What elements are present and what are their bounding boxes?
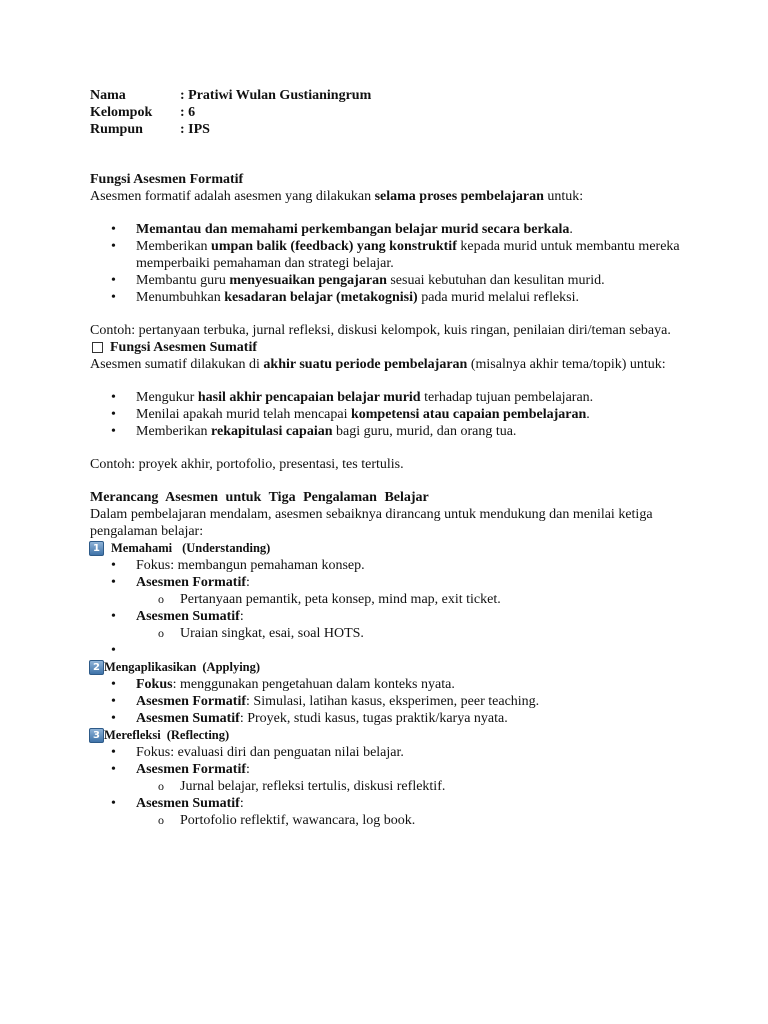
mengaplikasikan-term: Mengaplikasikan: [104, 660, 197, 674]
sumatif-list: [90, 389, 690, 440]
memahami-term: Memahami: [111, 541, 173, 555]
merefleksi-term: Merefleksi: [104, 728, 161, 742]
list-item: • Memantau dan memahami perkembangan belajar murid secara berkala.: [90, 221, 690, 238]
merancang-intro: Dalam pembelajaran mendalam, asesmen sebaiknya dirancang untuk mendukung dan menilai ketiga pengalaman belajar:: [90, 507, 653, 539]
memahami-formatif-sublist: [136, 591, 690, 608]
list-item: o Pertanyaan pemantik, peta konsep, mind map, exit ticket.: [90, 591, 690, 608]
list-item: • Asesmen Sumatif: o Uraian singkat, esai, soal HOTS.: [90, 608, 690, 642]
list-item: • Asesmen Sumatif: o Portofolio reflektif, wawancara, log book.: [90, 795, 690, 829]
memahami-list: [90, 557, 690, 659]
kelompok-value: : 6: [180, 105, 196, 120]
list-item: • Asesmen Formatif: o Jurnal belajar, refleksi tertulis, diskusi reflektif.: [90, 761, 690, 795]
checkbox-icon: [92, 342, 103, 353]
sumatif-contoh: Contoh: proyek akhir, portofolio, presentasi, tes tertulis.: [90, 457, 404, 472]
memahami-heading: [89, 540, 690, 557]
list-item: • Asesmen Sumatif: Proyek, studi kasus, tugas praktik/karya nyata.: [90, 710, 690, 727]
memahami-sumatif-sublist: [136, 625, 690, 642]
list-item: • Fokus: membangun pemahaman konsep.: [90, 557, 690, 574]
list-item: • Fokus: menggunakan pengetahuan dalam konteks nyata.: [90, 676, 690, 693]
list-item: • Asesmen Formatif: o Pertanyaan pemantik, peta konsep, mind map, exit ticket.: [90, 574, 690, 608]
merancang-title: Merancang Asesmen untuk Tiga Pengalaman Belajar: [90, 490, 429, 505]
rumpun-value: : IPS: [180, 122, 210, 137]
sumatif-intro: Asesmen sumatif dilakukan di akhir suatu periode pembelajaran (misalnya akhir tema/topik) untuk:: [90, 357, 666, 372]
kelompok-label: Kelompok: [90, 105, 153, 120]
merefleksi-sumatif-sublist: [136, 812, 690, 829]
sumatif-title: Fungsi Asesmen Sumatif: [110, 340, 258, 355]
number-two-icon: 2: [89, 660, 104, 675]
info-rumpun: [90, 121, 690, 138]
list-item: o Jurnal belajar, refleksi tertulis, diskusi reflektif.: [90, 778, 690, 795]
mengaplikasikan-list: [90, 676, 690, 727]
info-kelompok: [90, 104, 690, 121]
list-item: • Membantu guru menyesuaikan pengajaran sesuai kebutuhan dan kesulitan murid.: [90, 272, 690, 289]
document-content: [90, 87, 690, 829]
nama-value: : Pratiwi Wulan Gustianingrum: [180, 88, 372, 103]
list-item: o Uraian singkat, esai, soal HOTS.: [90, 625, 690, 642]
merefleksi-eng: (Reflecting): [166, 728, 230, 742]
number-one-icon: 1: [89, 541, 104, 556]
number-three-icon: 3: [89, 728, 104, 743]
nama-label: Nama: [90, 88, 126, 103]
mengaplikasikan-eng: (Applying): [202, 660, 261, 674]
empty-list-item: [90, 642, 690, 659]
formatif-contoh: Contoh: pertanyaan terbuka, jurnal refleksi, diskusi kelompok, kuis ringan, penilaian diri/teman sebaya.: [90, 323, 671, 338]
merefleksi-list: [90, 744, 690, 829]
list-item: • Memberikan umpan balik (feedback) yang konstruktif kepada murid untuk membantu mereka memperbaiki pemahaman dan strategi belajar.: [90, 238, 690, 272]
list-item: • Memberikan rekapitulasi capaian bagi guru, murid, dan orang tua.: [90, 423, 690, 440]
memahami-eng: (Understanding): [182, 541, 271, 555]
rumpun-label: Rumpun: [90, 122, 143, 137]
info-nama: [90, 87, 690, 104]
merefleksi-heading: [89, 727, 690, 744]
formatif-intro: Asesmen formatif adalah asesmen yang dilakukan selama proses pembelajaran untuk:: [90, 189, 584, 204]
formatif-title: Fungsi Asesmen Formatif: [90, 172, 244, 187]
sumatif-heading: [90, 339, 690, 356]
mengaplikasikan-heading: [89, 659, 690, 676]
list-item: • Menilai apakah murid telah mencapai kompetensi atau capaian pembelajaran.: [90, 406, 690, 423]
list-item: • Mengukur hasil akhir pencapaian belajar murid terhadap tujuan pembelajaran.: [90, 389, 690, 406]
list-item: • Fokus: evaluasi diri dan penguatan nilai belajar.: [90, 744, 690, 761]
merefleksi-formatif-sublist: [136, 778, 690, 795]
list-item: o Portofolio reflektif, wawancara, log book.: [90, 812, 690, 829]
list-item: • Asesmen Formatif: Simulasi, latihan kasus, eksperimen, peer teaching.: [90, 693, 690, 710]
list-item: • Menumbuhkan kesadaran belajar (metakognisi) pada murid melalui refleksi.: [90, 289, 690, 306]
formatif-list: [90, 221, 690, 306]
